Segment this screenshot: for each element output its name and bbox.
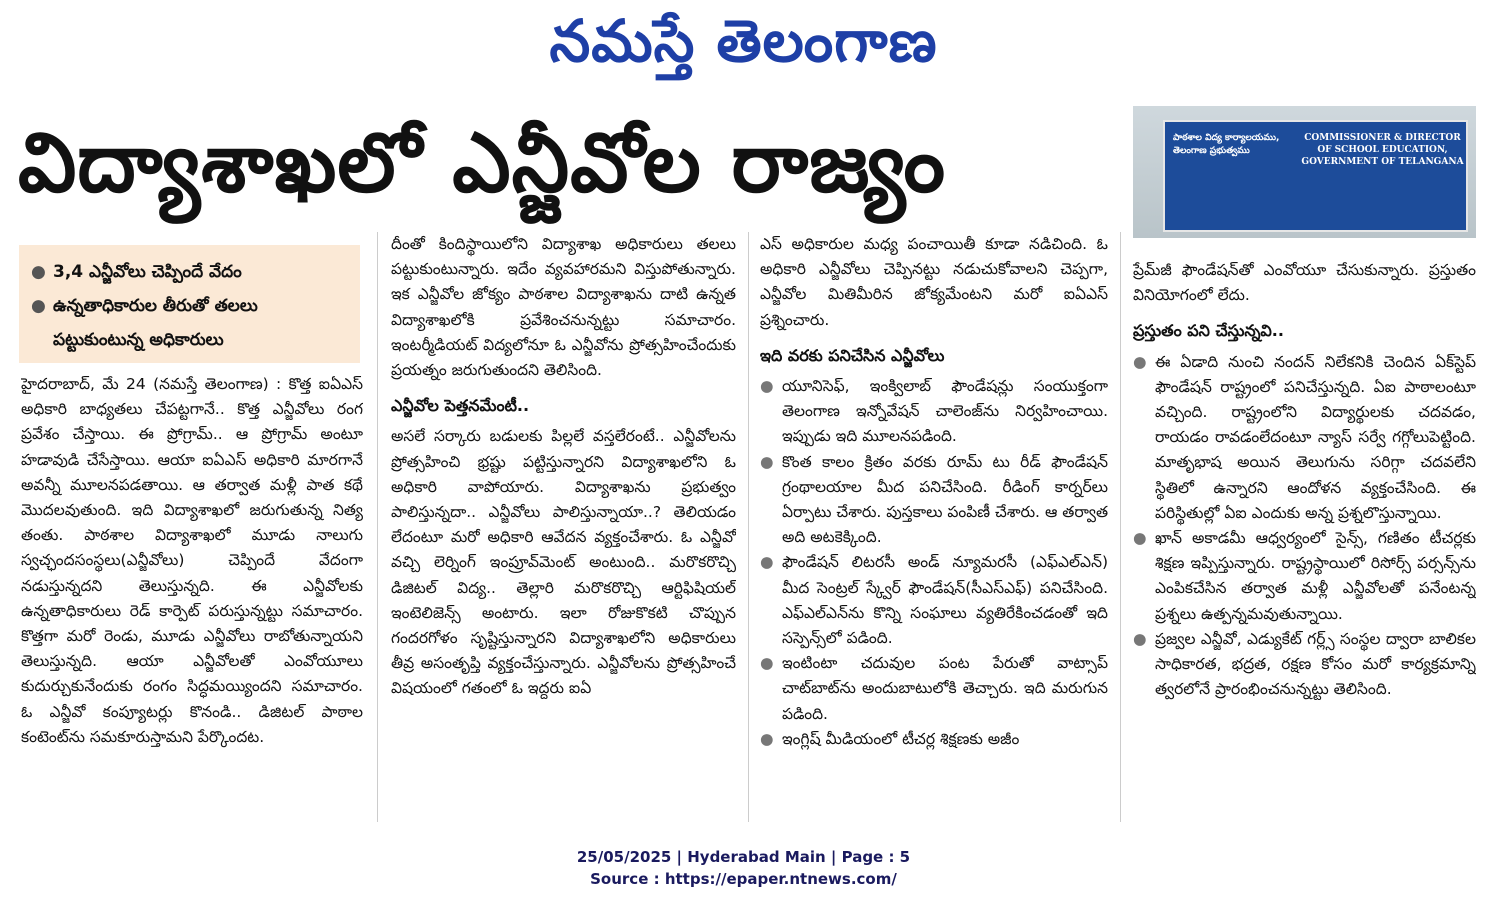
bullet-icon: ●: [1133, 529, 1147, 548]
highlight-item: ● ఉన్నతాధికారుల తీరుతో తలలు పట్టుకుంటున్న అధికారులు: [31, 289, 348, 357]
bullet-icon: ●: [760, 377, 774, 396]
subheading: ఇది వరకు పనిచేసిన ఎన్జీవోలు: [760, 345, 945, 365]
list-item: ● కొంత కాలం క్రితం వరకు రూమ్ టు రీడ్ ఫౌండేషన్ గ్రంథాలయాల మీద పనిచేసింది. రీడింగ్ కార్నర్‌లు ఏర్పాటు చేశారు. పుస్తకాలు పంపిణీ చేశారు. ఆ తర్వాత అది అటకెక్కింది.: [760, 450, 1108, 551]
list-item: ● ఖాన్ అకాడమీ ఆధ్వర్యంలో సైన్స్, గణితం టీచర్లకు శిక్షణ ఇప్పిస్తున్నారు. రాష్ట్రస్థాయిలో రిసోర్స్ పర్సన్స్‌ను ఎంపికచేసిన తర్వాత మళ్లీ ఎన్జీవోలతో పనేంటన్న ప్రశ్నలు ఉత్పన్నమవుతున్నాయి.: [1133, 526, 1476, 627]
list-item: ● యూనిసెఫ్, ఇంక్విలాబ్ ఫౌండేషన్లు సంయుక్తంగా తెలంగాణ ఇన్నోవేషన్ చాలెంజ్‌ను నిర్వహించాయి. ఇప్పుడు ఇది మూలనపడింది.: [760, 374, 1108, 450]
list-item: ● ఇంగ్లిష్ మీడియంలో టీచర్ల శిక్షణకు అజీం: [760, 727, 1108, 752]
article-column-3: [760, 232, 1108, 822]
edition-info: 25/05/2025 | Hyderabad Main | Page : 5: [576, 848, 911, 866]
masthead-logo: నమస్తే తెలంగాణ: [549, 7, 938, 75]
paragraph: ప్రేమ్‌జీ ఫౌండేషన్‌తో ఎంవోయూ చేసుకున్నారు. ప్రస్తుతం వినియోగంలో లేదు.: [1133, 261, 1476, 305]
article-column-2: [391, 232, 736, 822]
article-column-4: [1133, 258, 1476, 822]
bullet-icon: ●: [760, 452, 774, 471]
article-column-1: [21, 372, 363, 822]
highlight-item: ● 3,4 ఎన్జీవోలు చెప్పిందే వేదం: [31, 255, 348, 289]
dateline-paragraph: హైదరాబాద్, మే 24 (నమస్తే తెలంగాణ) : కొత్త ఐఏఎస్ అధికారి బాధ్యతలు చేపట్టగానే.. కొత్త ఎన్జీవోలు రంగ ప్రవేశం చేస్తాయి. ఈ ప్రోగ్రామ్.. ఆ ప్రోగ్రామ్ అంటూ హడావుడి చేసేస్తాయి. ఆయా ఐఏఎస్ అధికారి మారగానే అవన్నీ మూలనపడతాయి. ఆ తర్వాత మళ్లీ పాత కథే మొదలవుతుంది. ఇది విద్యాశాఖలో జరుగుతున్న నిత్య తంతు. పాఠశాల విద్యాశాఖలో మూడు నాలుగు స్వచ్ఛందసంస్థలు(ఎన్జీవోలు) చెప్పిందే వేదంగా నడుస్తున్నదని తెలుస్తున్నది. ఈ ఎన్జీవోలకు ఉన్నతాధికారులు రెడ్ కార్పెట్ పరుస్తున్నట్టు సమాచారం. కొత్తగా మరో రెండు, మూడు ఎన్జీవోలు రాబోతున్నాయని తెలుస్తున్నది. ఆయా ఎన్జీవోలతో ఎంవోయూలు కుదుర్చుకునేందుకు రంగం సిద్ధమయ్యిందని సమాచారం. ఓ ఎన్జీవో కంప్యూటర్లు కొనండి.. డిజిటల్ పాఠాల కంటెంట్‌ను సమకూరుస్తామని పేర్కొందట.: [21, 375, 363, 746]
column-divider: [748, 232, 749, 822]
signboard-telugu-text: పాఠశాల విద్య కార్యాలయము, తెలంగాణ ప్రభుత్వము: [1173, 133, 1280, 156]
column-divider: [377, 232, 378, 822]
list-item: ● ఫౌండేషన్ లిటరసీ అండ్ న్యూమరసీ (ఎఫ్ఎల్ఎన్) మీద సెంట్రల్ స్క్వేర్ ఫౌండేషన్(సీఎస్ఎఫ్) పనిచేసింది. ఎఫ్ఎల్ఎన్‌ను కొన్ని సంఘాలు వ్యతిరేకించడంతో ఇది సస్పెన్స్‌లో పడింది.: [760, 550, 1108, 651]
bullet-icon: ●: [31, 262, 46, 282]
column-divider: [1120, 232, 1121, 822]
bullet-icon: ●: [1133, 352, 1147, 371]
subheading: ప్రస్తుతం పని చేస్తున్నవి..: [1133, 321, 1284, 341]
bullet-icon: ●: [760, 729, 774, 748]
list-item: ● ప్రజ్వల ఎన్జీవో, ఎడ్యుకేట్ గర్ల్స్ సంస్థల ద్వారా బాలికల సాధికారత, భద్రత, రక్షణ కోసం మరో కార్యక్రమాన్ని త్వరలోనే ప్రారంభించనున్నట్టు తెలిసింది.: [1133, 627, 1476, 703]
bullet-icon: ●: [31, 296, 46, 316]
highlights-box: [19, 245, 360, 363]
paragraph: ఎస్ అధికారుల మధ్య పంచాయితీ కూడా నడిచింది. ఓ అధికారి ఎన్జీవోలు చెప్పినట్టు నడుచుకోవాలని చెప్పగా, ఎన్జీవోల మితిమీరిన జోక్యమేంటని మరో ఐఏఎస్ ప్రశ్నించారు.: [760, 235, 1108, 329]
signboard: [1163, 120, 1468, 232]
bullet-icon: ●: [760, 553, 774, 572]
bullet-icon: ●: [1133, 629, 1147, 648]
paragraph: దీంతో కిందిస్థాయిలోని విద్యాశాఖ అధికారులు తలలు పట్టుకుంటున్నారు. ఇదేం వ్యవహారమని విస్తుపోతున్నారు. ఇక ఎన్జీవోల జోక్యం పాఠశాల విద్యాశాఖను దాటి ఉన్నత విద్యాశాఖలోకి ప్రవేశించనున్నట్టు సమాచారం. ఇంటర్మీడియట్ విద్యలోనూ ఓ ఎన్జీవోను ప్రోత్సహించేందుకు ప్రయత్నం జరుగుతుందని తెలిసింది.: [391, 235, 736, 380]
paragraph: అసలే సర్కారు బడులకు పిల్లలే వస్తలేరంటే.. ఎన్జీవోలను ప్రోత్సహించి భ్రష్టు పట్టిస్తున్నారని విద్యాశాఖలోని ఓ అధికారి వాపోయారు. విద్యాశాఖను ప్రభుత్వం పాలిస్తున్నదా.. ఎన్జీవోలు పాలిస్తున్నాయా..? తెలియడం లేదంటూ మరో అధికారి ఆవేదన వ్యక్తంచేశారు. ఓ ఎన్జీవో వచ్చి లెర్నింగ్ ఇంప్రూవ్‌మెంట్ అంటుంది.. మరొకరొచ్చి డిజిటల్ విద్య.. తెల్లారి మరొకరొచ్చి ఆర్టిఫిషియల్ ఇంటెలిజెన్స్ అంటారు. ఇలా రోజుకొకటి చొప్పున గందరగోళం సృష్టిస్తున్నారని విద్యాశాఖలోని అధికారులు తీవ్ర అసంతృప్తి వ్యక్తంచేస్తున్నారు. ఎన్జీవోలను ప్రోత్సహించే విషయంలో గతంలో ఓ ఇద్దరు ఐఏ: [391, 427, 736, 698]
page-footer: [0, 846, 1487, 890]
list-item: ● ఇంటింటా చదువుల పంట పేరుతో వాట్సాప్ చాట్‌బాట్‌ను అందుబాటులోకి తెచ్చారు. ఇది మరుగున పడింది.: [760, 651, 1108, 727]
office-signboard-photo: [1133, 106, 1476, 238]
source-link[interactable]: Source : https://epaper.ntnews.com/: [590, 870, 897, 888]
signboard-english-text: COMMISSIONER & DIRECTOR OF SCHOOL EDUCATION, GOVERNMENT OF TELANGANA: [1301, 133, 1464, 167]
bullet-icon: ●: [760, 654, 774, 673]
headline: విద్యాశాఖలో ఎన్జీవోల రాజ్యం: [18, 116, 947, 211]
list-item: ● ఈ ఏడాది నుంచి నందన్ నిలేకనికి చెందిన ఏక్‌స్టెప్ ఫౌండేషన్ రాష్ట్రంలో పనిచేస్తున్నది. ఏఐ పాఠాలంటూ వచ్చింది. రాష్ట్రంలోని విద్యార్థులకు చదవడం, రాయడం రావడంలేదంటూ న్యాస్ సర్వే గగ్గోలుపెట్టింది. మాతృభాష అయిన తెలుగును సరిగ్గా చదవలేని స్థితిలో ఉన్నారని ఆందోళన వ్యక్తంచేసింది. ఈ పరిస్థితుల్లో ఏఐ ఎందుకు అన్న ప్రశ్నలొస్తున్నాయి.: [1133, 350, 1476, 526]
subheading: ఎన్జీవోల పెత్తనమేంటీ..: [391, 396, 530, 416]
